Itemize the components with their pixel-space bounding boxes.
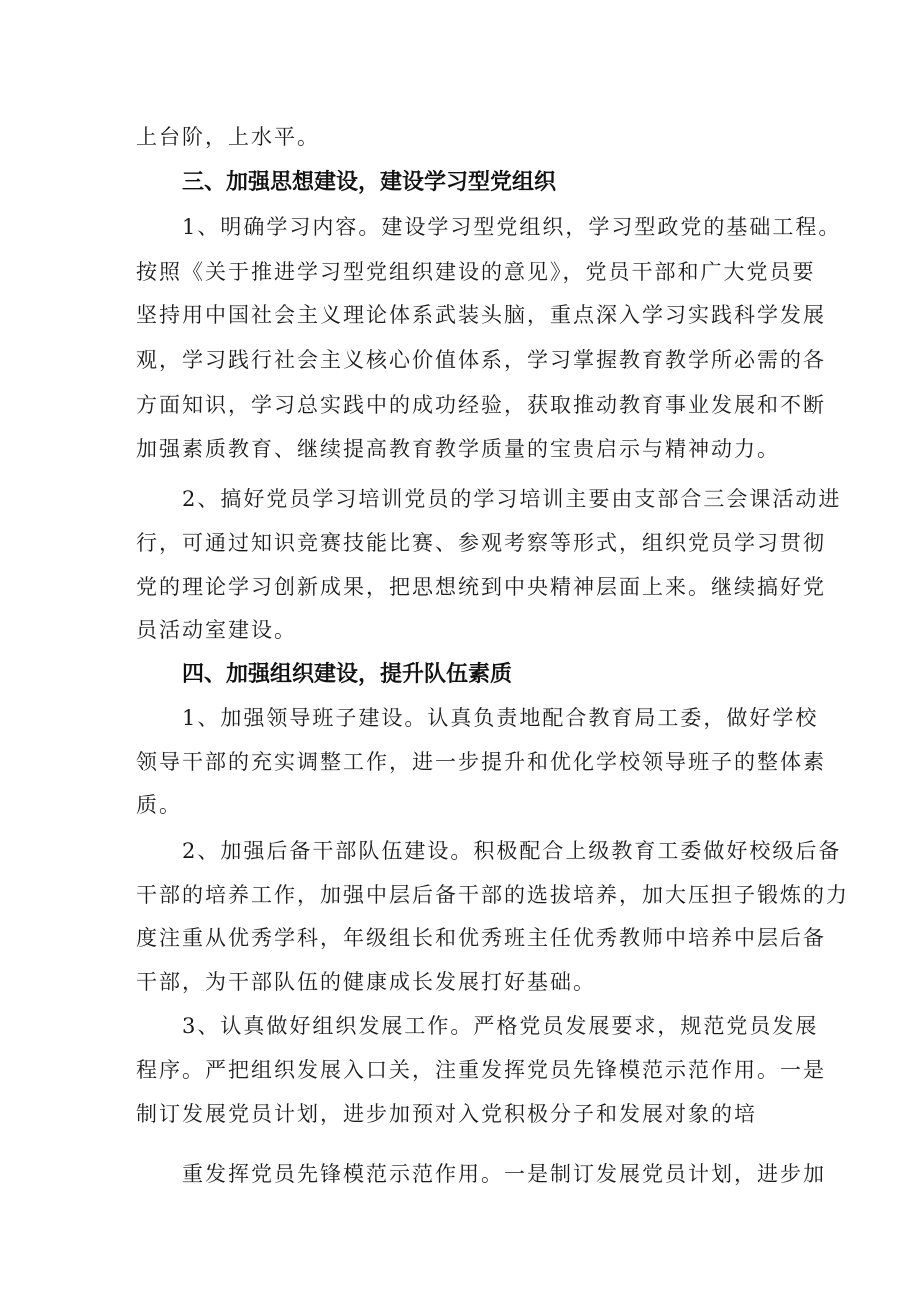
paragraph-line: 方面知识，学习总实践中的成功经验，获取推动教育事业发展和不断	[136, 393, 826, 417]
paragraph-line: 干部的培养工作，加强中层后备干部的选拔培养，加大压担子锻炼的力	[136, 883, 849, 907]
paragraph-line: 员活动室建设。	[136, 618, 297, 642]
paragraph-line: 制订发展党员计划，进步加预对入党积极分子和发展对象的培	[136, 1102, 757, 1126]
paragraph-line: 2、搞好党员学习培训党员的学习培训主要由支部合三会课活动进	[182, 487, 842, 511]
paragraph-line: 坚持用中国社会主义理论体系武装头脑，重点深入学习实践科学发展	[136, 303, 826, 327]
paragraph-line: 重发挥党员先锋模范示范作用。一是制订发展党员计划，进步加	[182, 1162, 826, 1186]
paragraph-line: 党的理论学习创新成果，把思想统到中央精神层面上来。继续搞好党	[136, 575, 826, 599]
paragraph-line: 领导干部的充实调整工作，进一步提升和优化学校领导班子的整体素	[136, 750, 826, 774]
paragraph-line: 加强素质教育、继续提高教育教学质量的宝贵启示与精神动力。	[136, 437, 780, 461]
paragraph-line: 行，可通过知识竞赛技能比赛、参观考察等形式，组织党员学习贯彻	[136, 531, 826, 555]
paragraph-line: 程序。严把组织发展入口关，注重发挥党员先锋模范示范作用。一是	[136, 1058, 826, 1082]
paragraph-line: 2、加强后备干部队伍建设。积极配合上级教育工委做好校级后备	[182, 839, 842, 863]
section-heading-4: 四、加强组织建设，提升队伍素质	[182, 662, 513, 687]
paragraph-line: 干部，为干部队伍的健康成长发展打好基础。	[136, 970, 596, 994]
paragraph-line: 按照《关于推进学习型党组织建设的意见》，党员干部和广大党员要	[136, 260, 816, 284]
section-heading-3: 三、加强思想建设，建设学习型党组织	[182, 170, 557, 195]
paragraph-line: 质。	[136, 793, 182, 817]
paragraph-line: 1、加强领导班子建设。认真负责地配合教育局工委，做好学校	[182, 706, 819, 730]
paragraph-line: 1、明确学习内容。建设学习型党组织，学习型政党的基础工程。	[182, 215, 842, 239]
paragraph-line: 3、认真做好组织发展工作。严格党员发展要求，规范党员发展	[182, 1014, 819, 1038]
paragraph-line: 度注重从优秀学科，年级组长和优秀班主任优秀教师中培养中层后备	[136, 926, 826, 950]
paragraph-line: 上台阶，上水平。	[136, 125, 320, 149]
paragraph-line: 观，学习践行社会主义核心价值体系，学习掌握教育教学所必需的各	[136, 348, 826, 372]
